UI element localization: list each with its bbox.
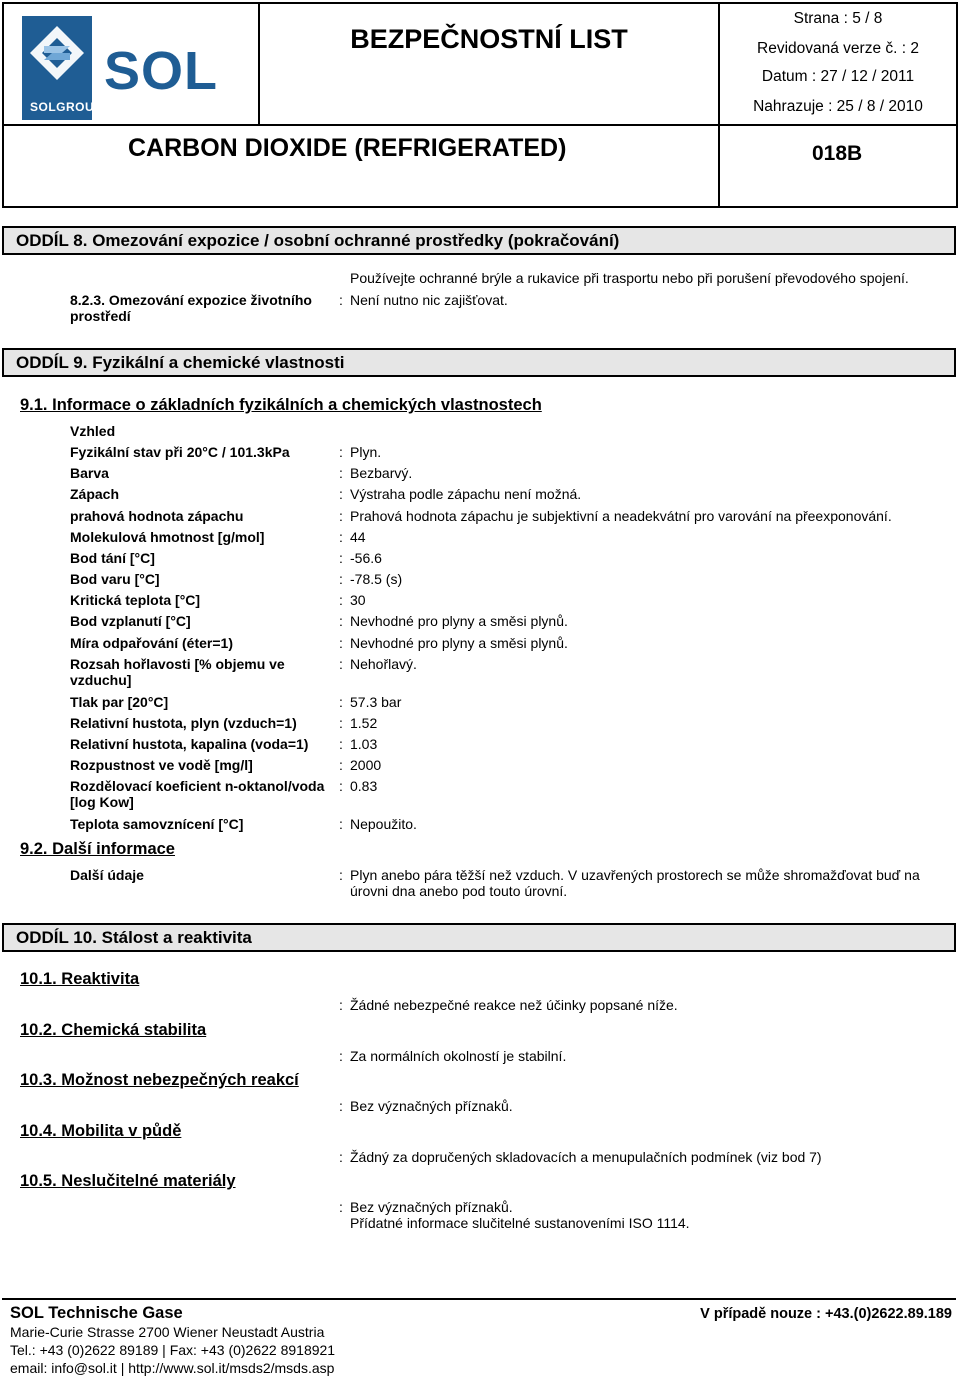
stability-value: Žádné nebezpečné reakce než účinky popsané níže. [350, 997, 678, 1013]
page-number: Strana : 5 / 8 [793, 10, 883, 27]
colon: : [339, 736, 343, 752]
appearance-label: Vzhled [70, 423, 116, 439]
colon: : [339, 997, 343, 1013]
stability-value-cont: Přídatné informace slučitelné sustanoveními ISO 1114. [350, 1215, 690, 1231]
colon: : [339, 715, 343, 731]
property-value: 0.83 [350, 778, 378, 794]
company-name: SOL Technische Gase [10, 1304, 183, 1322]
property-label: prahová hodnota zápachu [70, 508, 244, 524]
extra-info-value: Plyn anebo pára těžší než vzduch. V uzavřených prostorech se může shromažďovat buď na [350, 867, 920, 883]
property-label: Tlak par [20°C] [70, 694, 169, 710]
company-address: Marie-Curie Strasse 2700 Wiener Neustadt Austria [10, 1324, 325, 1340]
property-label-cont: vzduchu] [70, 672, 132, 688]
property-value: Nehořlavý. [350, 656, 417, 672]
property-label: Relativní hustota, plyn (vzduch=1) [70, 715, 297, 731]
stability-heading: 10.3. Možnost nebezpečných reakcí [20, 1071, 299, 1089]
colon: : [339, 1098, 343, 1114]
property-value: 1.03 [350, 736, 378, 752]
product-code: 018B [812, 142, 863, 165]
property-label: Relativní hustota, kapalina (voda=1) [70, 736, 309, 752]
colon: : [339, 635, 343, 651]
colon: : [339, 656, 343, 672]
logo-cell [2, 2, 260, 126]
section-8-title: ODDÍL 8. Omezování expozice / osobní ochranné prostředky (pokračování) [2, 226, 956, 255]
stability-value: Bez význačných příznaků. [350, 1098, 513, 1114]
env-exposure-value: Není nutno nic zajišťovat. [350, 292, 508, 308]
property-label: Bod vzplanutí [°C] [70, 613, 191, 629]
meta-cell [718, 2, 958, 126]
colon: : [339, 613, 343, 629]
company-phone: Tel.: +43 (0)2622 89189 | Fax: +43 (0)2622 8918921 [10, 1342, 336, 1358]
colon: : [339, 694, 343, 710]
product-name: CARBON DIOXIDE (REFRIGERATED) [128, 134, 567, 162]
property-label: Fyzikální stav při 20°C / 101.3kPa [70, 444, 290, 460]
logo-wordmark: SOL [104, 41, 219, 101]
colon: : [339, 778, 343, 794]
property-label: Rozpustnost ve vodě [mg/l] [70, 757, 253, 773]
property-value: Bezbarvý. [350, 465, 413, 481]
subsection-9-2: 9.2. Další informace [20, 840, 175, 858]
stability-heading: 10.2. Chemická stabilita [20, 1020, 207, 1039]
stability-value: Za normálních okolností je stabilní. [350, 1047, 567, 1064]
colon: : [339, 816, 343, 832]
subsection-9-1: 9.1. Informace o základních fyzikálních a chemických vlastnostech [20, 396, 542, 414]
property-label-cont: [log Kow] [70, 794, 134, 810]
env-exposure-label: 8.2.3. Omezování expozice životního [70, 292, 312, 308]
property-label: Zápach [70, 486, 120, 502]
property-value: 1.52 [350, 715, 378, 731]
emergency-phone: V případě nouze : +43.(0)2622.89.189 [700, 1306, 952, 1322]
company-email: email: info@sol.it | http://www.sol.it/msds2/msds.asp [10, 1360, 335, 1376]
property-value: Prahová hodnota zápachu je subjektivní a neadekvátní pro varování na přeexponování. [350, 508, 892, 524]
property-value: 2000 [350, 757, 382, 773]
extra-info-label: Další údaje [70, 867, 144, 883]
colon: : [339, 486, 343, 502]
property-value: Nepoužito. [350, 816, 417, 832]
property-label: Barva [70, 465, 109, 481]
stability-heading: 10.4. Mobilita v půdě [20, 1121, 182, 1140]
document-title: BEZPEČNOSTNÍ LIST [350, 24, 628, 54]
colon: : [339, 1148, 343, 1165]
logo-group-text: SOLGROUP [30, 100, 103, 114]
property-value: Plyn. [350, 444, 382, 460]
env-exposure-label-cont: prostředí [70, 308, 131, 324]
revision-number: Revidovaná verze č. : 2 [757, 40, 919, 57]
colon: : [339, 508, 343, 524]
colon: : [339, 529, 343, 545]
colon: : [339, 550, 343, 566]
colon: : [339, 571, 343, 587]
stability-value: Žádný za dopručených skladovacích a menupulačních podmínek (viz bod 7) [350, 1148, 822, 1165]
replaces-date: Nahrazuje : 25 / 8 / 2010 [753, 98, 923, 115]
property-value: Výstraha podle zápachu není možná. [350, 486, 582, 502]
section-10-title: ODDÍL 10. Stálost a reaktivita [2, 923, 956, 952]
property-value: 57.3 bar [350, 694, 402, 710]
property-label: Teplota samovznícení [°C] [70, 816, 244, 832]
protection-note: Používejte ochranné brýle a rukavice při trasportu nebo při porušení převodového spojení. [350, 270, 909, 286]
colon: : [339, 292, 343, 308]
property-label: Bod tání [°C] [70, 550, 155, 566]
property-value: Nevhodné pro plyny a směsi plynů. [350, 613, 568, 629]
colon: : [339, 757, 343, 773]
stability-heading: 10.1. Reaktivita [20, 970, 140, 988]
property-value: Nevhodné pro plyny a směsi plynů. [350, 635, 568, 651]
property-label: Kritická teplota [°C] [70, 592, 201, 608]
colon: : [339, 867, 343, 883]
stability-heading: 10.5. Neslučitelné materiály [20, 1172, 236, 1190]
stability-value: Bez význačných příznaků. [350, 1199, 513, 1215]
colon: : [339, 465, 343, 481]
colon: : [339, 1199, 343, 1215]
title-cell [258, 2, 720, 126]
product-code-cell [718, 124, 958, 208]
extra-info-value-cont: úrovni dna anebo pod touto úrovní. [350, 883, 568, 899]
colon: : [339, 592, 343, 608]
property-label: Bod varu [°C] [70, 571, 160, 587]
footer-divider [2, 1298, 956, 1300]
property-value: 30 [350, 592, 366, 608]
product-cell [2, 124, 720, 208]
property-label: Rozdělovací koeficient n-oktanol/voda [70, 778, 325, 794]
revision-date: Datum : 27 / 12 / 2011 [761, 68, 915, 85]
section-9-title: ODDÍL 9. Fyzikální a chemické vlastnosti [2, 348, 956, 377]
property-value: -78.5 (s) [350, 571, 403, 587]
property-label: Molekulová hmotnost [g/mol] [70, 529, 265, 545]
property-value: -56.6 [350, 550, 382, 566]
colon: : [339, 444, 343, 460]
property-label: Rozsah hořlavosti [% objemu ve [70, 656, 285, 672]
property-value: 44 [350, 529, 366, 545]
property-label: Míra odpařování (éter=1) [70, 635, 233, 651]
colon: : [339, 1047, 343, 1064]
